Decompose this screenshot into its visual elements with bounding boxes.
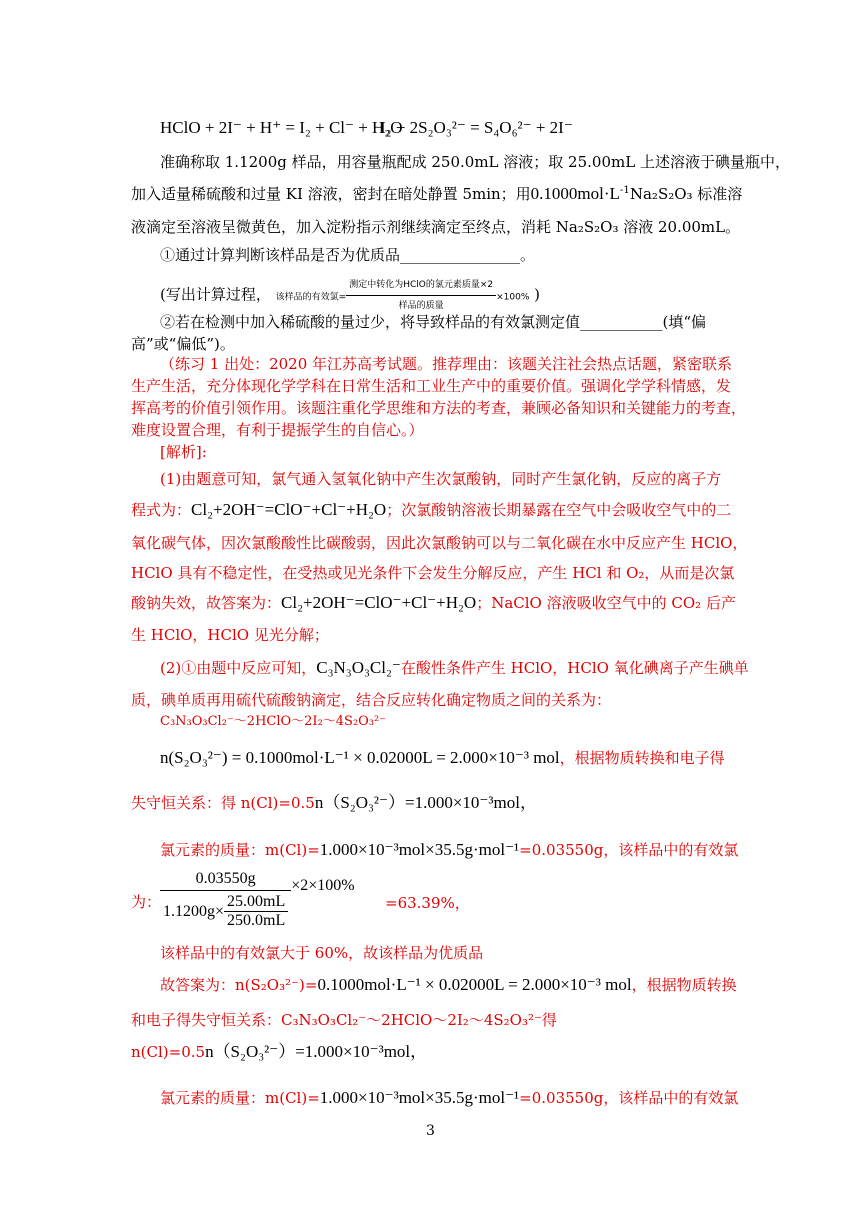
procedure-line-2: 加入适量稀硫酸和过量 KI 溶液，密封在暗处静置 5min；用$0.1000mol\cdot L^{-1}Na_2S_2O_3$ 标准溶 <box>131 184 743 203</box>
analysis-p2-line-1-tail: 在酸性条件产生 HClO，HClO 氧化碘离子产生碘单 <box>400 659 749 677</box>
chlorine-mass-lead: 氯元素的质量：m(Cl)= <box>160 841 320 859</box>
n-thiosulfate-tail: ，根据物质转换和电子得 <box>559 749 725 767</box>
analysis-p1-line-5-lead: 酸钠失效，故答案为： <box>131 594 282 612</box>
analysis-p1-line-5 <box>131 593 736 613</box>
hint-denominator: 样品的质量 <box>398 301 444 311</box>
analysis-p2-line-2: 质，碘单质再用硫代硫酸钠滴定，结合反应转化确定物质之间的关系为： <box>131 691 612 709</box>
answer-n-calc: 0.1000mol·L⁻¹ × 0.02000L = 2.000×10⁻³ mol <box>317 975 632 994</box>
answer-line-2: 和电子得失守恒关系：C₃N₃O₃Cl₂⁻～2HClO～2I₂～4S₂O₃²⁻得 <box>131 1011 557 1029</box>
question-2-line-1: ②若在检测中加入稀硫酸的量过少，将导致样品的有效氯测定值___________(填“偏 <box>160 313 707 331</box>
ionic-equation: Cl₂+2OH⁻=ClO⁻+Cl⁻+H₂O <box>191 500 387 519</box>
chlorine-mass-line <box>160 840 738 860</box>
chlorine-mass-line-2 <box>160 1088 738 1108</box>
question-2-line-2: 高”或“偏低”)。 <box>131 335 235 353</box>
recommend-line-2: 生产生活，充分体现化学学科在日常生活和工业生产中的重要价值。强调化学学科情感，发 <box>131 377 732 395</box>
page-number: 3 <box>426 1123 435 1139</box>
fraction-multiplier: ×2×100% <box>291 877 355 894</box>
answer-line-1-tail: ，根据物质转换 <box>631 976 737 994</box>
procedure-line-1: 准确称取 1.1200g 样品，用容量瓶配成 250.0mL 溶液；取 25.00mL 上述溶液于碘量瓶中， <box>160 153 790 171</box>
effective-chlorine-result: =63.39%， <box>385 894 470 912</box>
hint-numerator: 测定中转化为HClO的氯元素质量×2 <box>346 275 496 296</box>
hint-label: 该样品的有效氯= <box>275 292 347 303</box>
relation-chain: C₃N₃O₃Cl₂⁻～2HClO～2I₂～4S₂O₃²⁻ <box>160 714 387 729</box>
fraction-denominator <box>160 891 291 930</box>
formula-c3n3o3cl2: C₃N₃O₃Cl₂⁻ <box>316 658 401 677</box>
fraction-denominator-mass: 1.1200g× <box>163 902 225 920</box>
analysis-p1-line-6: 生 HClO，HClO 见光分解； <box>131 626 329 644</box>
question-1-hint <box>160 275 540 316</box>
analysis-p1-line-1: (1)由题意可知，氯气通入氢氧化钠中产生次氯酸钠，同时产生氯化钠，反应的离子方 <box>160 470 722 488</box>
concentration-value: 0.1000mol·L <box>530 184 620 203</box>
answer-line-3-lead: n(Cl)=0.5 <box>131 1043 206 1061</box>
procedure-line-3: 液滴定至溶液呈微黄色，加入淀粉指示剂继续滴定至终点，消耗 Na₂S₂O₃ 溶液 20.00mL。 <box>131 218 741 236</box>
answer-line-1-lead: 故答案为：n(S₂O₃²⁻)= <box>160 976 318 994</box>
n-thiosulfate-line <box>160 748 725 768</box>
conclusion-line: 该样品中的有效氯大于 60%，故该样品为优质品 <box>160 944 484 962</box>
chlorine-mass-tail: =0.03550g，该样品中的有效氯 <box>519 841 739 859</box>
effective-chlorine-fraction <box>160 870 355 930</box>
recommend-line-3: 挥高考的价值引领作用。该题注重化学思维和方法的考查，兼顾必备知识和关键能力的考查， <box>131 399 747 417</box>
recommend-line-1: （练习 1 出处：2020 年江苏高考试题。推荐理由：该题关注社会热点话题，紧密联系 <box>160 355 733 373</box>
procedure-line-2-text: 加入适量稀硫酸和过量 KI 溶液，密封在暗处静置 5min；用 <box>131 185 531 203</box>
answer-line-1 <box>160 975 737 995</box>
big-fraction <box>160 870 291 930</box>
hint-tail: ×100% <box>496 292 530 303</box>
n-chlorine-line <box>131 793 537 813</box>
analysis-p1-line-4: HClO 具有不稳定性，在受热或见光条件下会发生分解反应，产生 HCl 和 O₂，从而是次氯 <box>131 564 735 582</box>
procedure-line-2-tail: Na₂S₂O₃ 标准溶 <box>629 185 743 203</box>
hint-fraction <box>346 275 496 316</box>
analysis-p1-line-2-lead: 程式为： <box>131 501 192 519</box>
question-1-text: ①通过计算判断该样品是否为优质品________________。 <box>160 246 536 264</box>
dilution-denominator: 250.0mL <box>227 912 286 929</box>
analysis-p1-line-3: 氧化碳气体，因次氯酸酸性比碳酸弱，因此次氯酸钠可以与二氧化碳在水中反应产生 HClO， <box>131 534 748 552</box>
analysis-p1-line-5-tail: ；NaClO 溶液吸收空气中的 CO₂ 后产 <box>476 594 736 612</box>
fraction-numerator: 0.03550g <box>160 870 291 891</box>
analysis-p1-line-2-tail: ；次氯酸钠溶液长期暴露在空气中会吸收空气中的二 <box>386 501 732 519</box>
analysis-p1-line-2 <box>131 500 731 520</box>
n-thiosulfate-calc: n(S₂O₃²⁻) = 0.1000mol·L⁻¹ × 0.02000L = 2.000×10⁻³ mol <box>160 748 560 767</box>
answer-line-3 <box>131 1042 427 1062</box>
answer-n-chlorine: n（S₂O₃²⁻）=1.000×10⁻³mol， <box>205 1042 428 1061</box>
hint-open: (写出计算过程， <box>160 285 271 304</box>
effective-chlorine-lead: 为： <box>131 893 162 911</box>
dilution-fraction <box>224 893 288 930</box>
chlorine-mass-2-calc: 1.000×10⁻³mol×35.5g·mol⁻¹ <box>319 1088 520 1107</box>
equation-hclo-iodide: HClO + 2I⁻ + H⁺ = I₂ + Cl⁻ + H₂O <box>160 118 403 137</box>
n-chlorine-lead: 失守恒关系：得 n(Cl)=0.5 <box>131 794 315 812</box>
hint-close: ) <box>534 285 541 304</box>
dilution-numerator: 25.00mL <box>224 893 288 912</box>
n-chlorine-value: n（S₂O₃²⁻）=1.000×10⁻³mol， <box>314 793 537 812</box>
recommend-line-4: 难度设置合理，有利于提振学生的自信心。） <box>131 421 424 439</box>
chlorine-mass-2-tail: =0.03550g，该样品中的有效氯 <box>519 1089 739 1107</box>
ionic-equation-answer: Cl₂+2OH⁻=ClO⁻+Cl⁻+H₂O <box>281 593 477 612</box>
analysis-heading: [解析]: <box>160 443 207 461</box>
analysis-p2-line-1 <box>160 658 749 678</box>
equation-iodine-thiosulfate: I₂ + 2S₂O₃²⁻ = S₄O₆²⁻ + 2I⁻ <box>380 118 573 137</box>
chlorine-mass-calc: 1.000×10⁻³mol×35.5g·mol⁻¹ <box>319 840 520 859</box>
analysis-p2-line-1-lead: (2)①由题中反应可知， <box>160 659 317 677</box>
chlorine-mass-2-lead: 氯元素的质量：m(Cl)= <box>160 1089 320 1107</box>
